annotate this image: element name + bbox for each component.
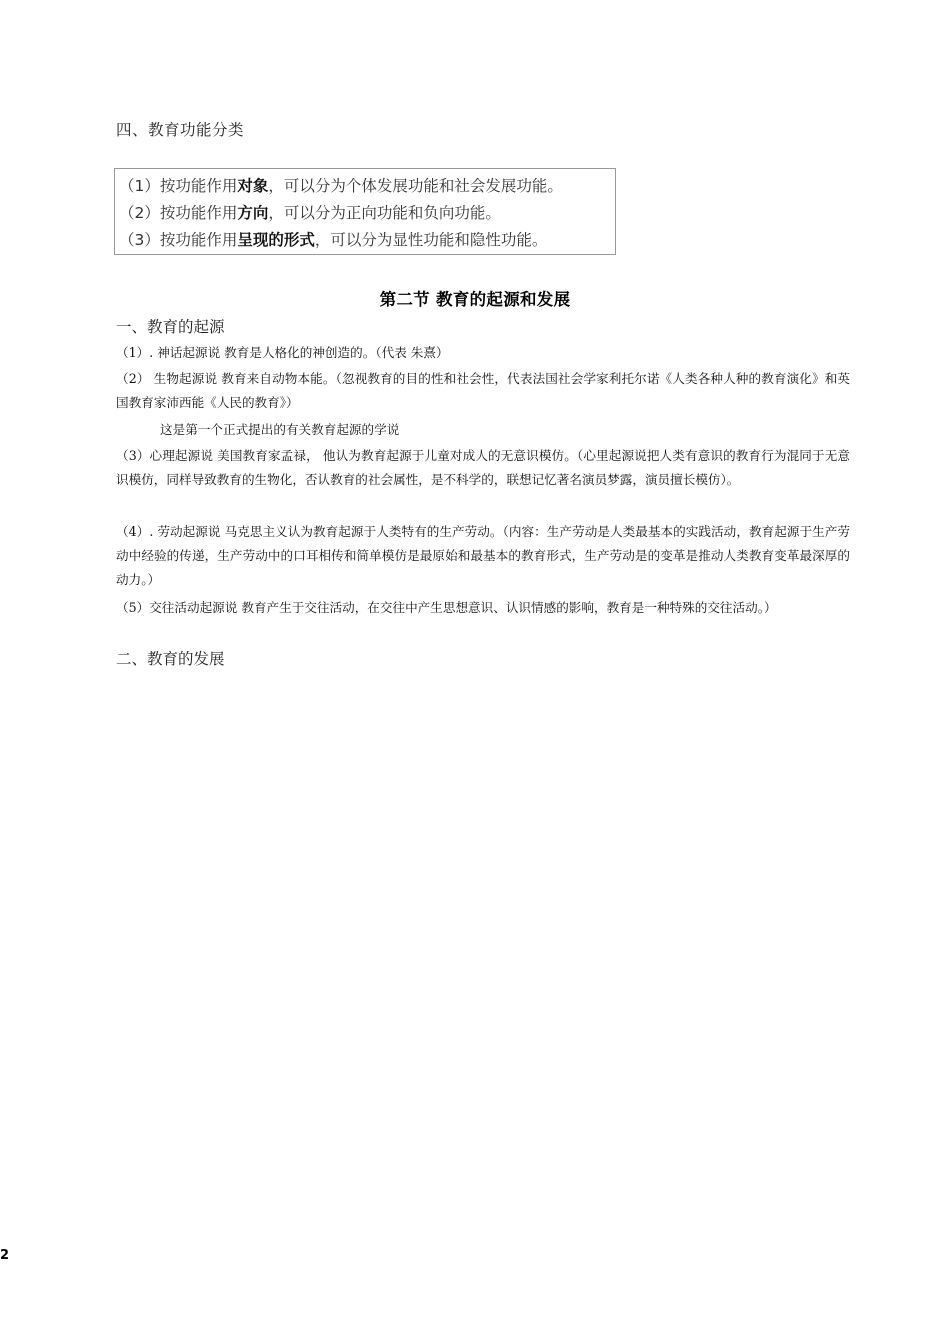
paragraph-labor-origin: （4）. 劳动起源说 马克思主义认为教育起源于人类特有的生产劳动。（内容：生产劳动是人类最基本的实践活动，教育起源于生产劳动中经验的传递，生产劳动中的口耳相传和简单模仿是最原始和最基本的教育形式，生产劳动是的变革是推动人类教育变革最深厚的动力。） [116,524,850,587]
paragraph-biological-origin: （2） 生物起源说 教育来自动物本能。（忽视教育的目的性和社会性，代表法国社会学家利托尔诺《人类各种人种的教育演化》和英国教育家沛西能《人民的教育》） [116,371,850,410]
classification-item-2: （2）按功能作用方向，可以分为正向功能和负向功能。 [119,204,501,222]
paragraph-interaction-origin: （5）交往活动起源说 教育产生于交往活动，在交往中产生思想意识、认识情感的影响，教育是一种特殊的交往活动。） [116,600,777,615]
paragraph-psychological-origin: （3）心理起源说 美国教育家孟禄， 他认为教育起源于儿童对成人的无意识模仿。（心里起源说把人类有意识的教育行为混同于无意识模仿，同样导致教育的生物化，否认教育的社会属性，是不科学的，联想记忆著名演员梦露，演员擅长模仿）。 [116,448,850,487]
function-classification-box [114,168,616,255]
page-number: 2 [0,1248,10,1263]
section-title: 第二节 教育的起源和发展 [379,290,571,309]
section-heading-education-function-classification: 四、教育功能分类 [116,121,245,139]
classification-item-3: （3）按功能作用呈现的形式，可以分为显性功能和隐性功能。 [119,231,548,249]
biological-origin-note: 这是第一个正式提出的有关教育起源的学说 [160,422,400,437]
part1-heading: 一、教育的起源 [116,318,225,336]
part2-heading: 二、教育的发展 [116,650,225,668]
paragraph-myth-origin: （1）. 神话起源说 教育是人格化的神创造的。（代表 朱熹） [116,345,449,360]
classification-item-1: （1）按功能作用对象，可以分为个体发展功能和社会发展功能。 [119,177,563,195]
